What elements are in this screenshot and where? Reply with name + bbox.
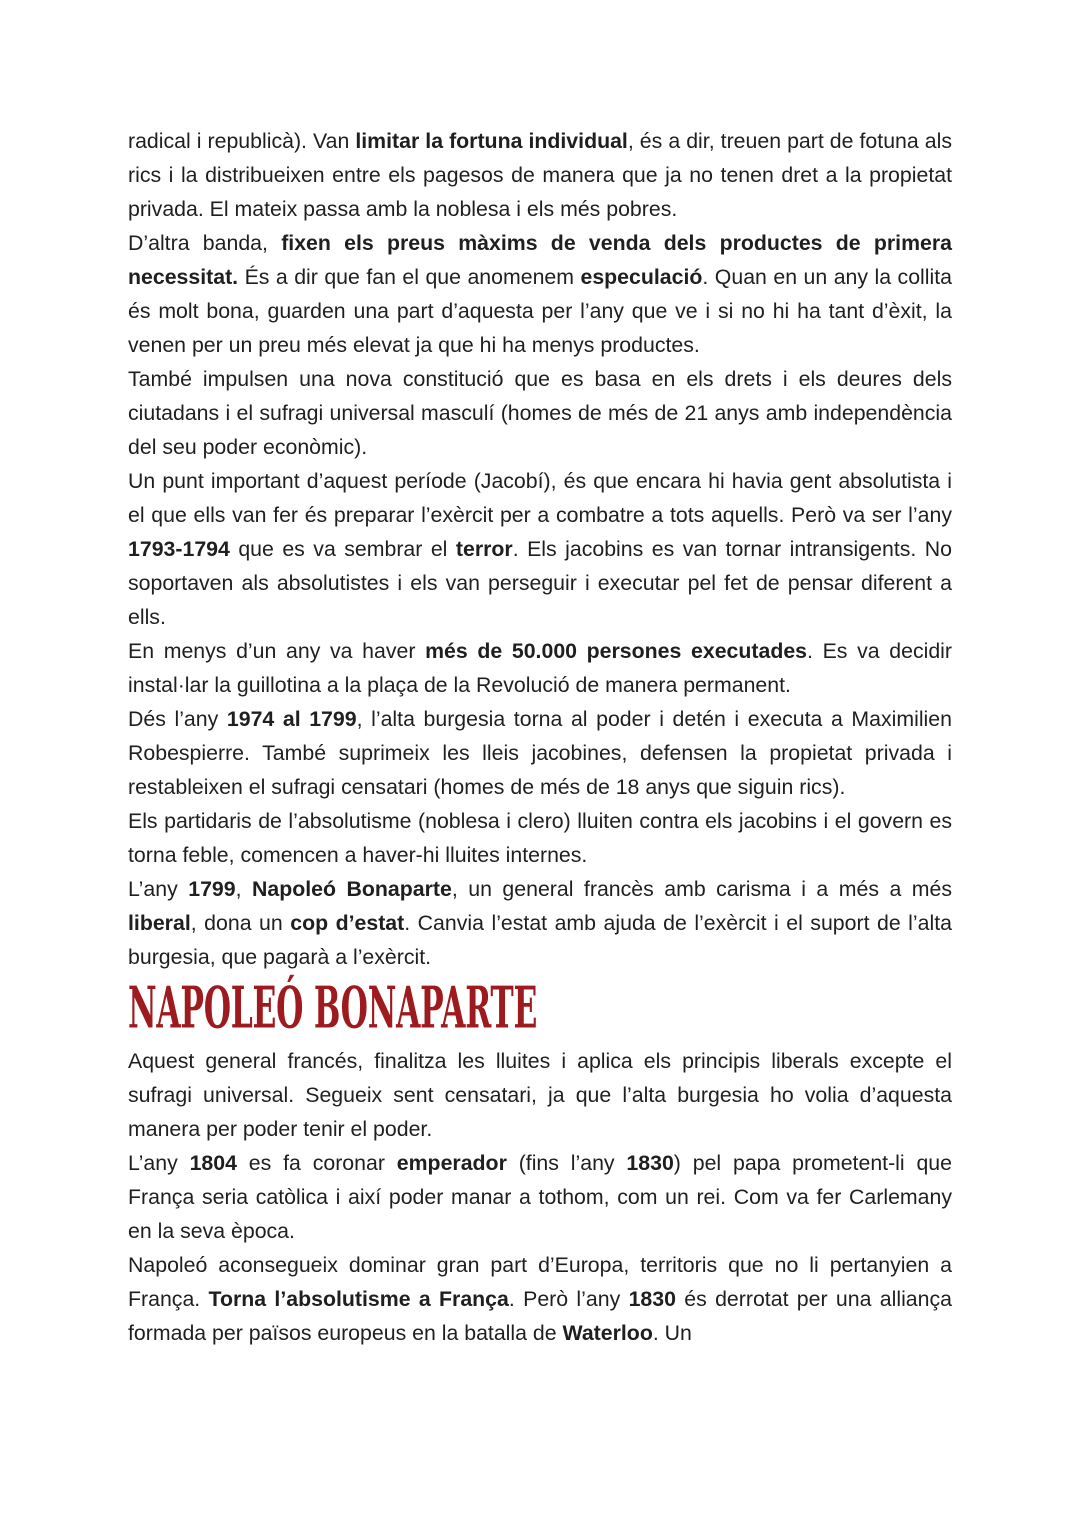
paragraph	[128, 804, 952, 872]
paragraph	[128, 1044, 952, 1146]
text-run-bold: Torna l’absolutisme a França	[208, 1287, 509, 1311]
text-run-bold: cop d’estat	[290, 911, 405, 935]
text-run: L’any	[128, 877, 189, 901]
paragraph	[128, 872, 952, 974]
text-run-bold: limitar la fortuna individual	[355, 129, 628, 153]
paragraph	[128, 1146, 952, 1248]
text-run-bold: 1804	[189, 1151, 237, 1175]
text-run-bold: més de 50.000 persones executades	[425, 639, 808, 663]
text-run-bold: 1799	[188, 877, 236, 901]
text-run-bold: 1830	[628, 1287, 676, 1311]
paragraph	[128, 702, 952, 804]
text-run-bold: 1830	[626, 1151, 674, 1175]
text-run: Napoleó aconsegueix dominar gran part d’Europa, territoris que no li pertanyien a França.	[128, 1253, 952, 1311]
text-run: Un punt important d’aquest període (Jacobí), és que encara hi havia gent absolutista i el que ells van fer és preparar l’exèrcit per a combatre a tots aquells. Però va ser l’any	[128, 469, 952, 527]
text-run: És a dir que fan el que anomenem	[238, 265, 581, 289]
text-run: es fa coronar	[236, 1151, 397, 1175]
text-run: que es va sembrar el	[229, 537, 456, 561]
text-run: ,	[235, 877, 253, 901]
text-run: Dés l’any	[128, 707, 227, 731]
paragraph	[128, 634, 952, 702]
text-run: . Els jacobins es van tornar intransigents. No soportaven als absolutistes i els van perseguir i executar pel fet de pensar diferent a ells.	[128, 537, 952, 629]
text-run: , l’alta burgesia torna al poder i detén i executa a Maximilien Robespierre. També suprimeix les lleis jacobines, defensen la propietat privada i restableixen el sufragi censatari (homes de més de 18 anys que siguin rics).	[128, 707, 952, 799]
text-run-bold: liberal	[128, 911, 191, 935]
text-run: , dona un	[190, 911, 291, 935]
paragraph	[128, 124, 952, 226]
text-run: En menys d’un any va haver	[128, 639, 426, 663]
paragraph	[128, 362, 952, 464]
text-run: Els partidaris de l’absolutisme (noblesa i clero) lluiten contra els jacobins i el govern es torna feble, comencen a haver-hi lluites internes.	[128, 809, 952, 867]
text-run-bold: terror	[455, 537, 513, 561]
text-run: (fins l’any	[506, 1151, 627, 1175]
text-run: L’any	[128, 1151, 190, 1175]
text-run-bold: emperador	[396, 1151, 507, 1175]
text-run-bold: 1974 al 1799	[226, 707, 357, 731]
paragraph	[128, 464, 952, 634]
text-run: També impulsen una nova constitució que es basa en els drets i els deures dels ciutadans i el sufragi universal masculí (homes de més de 21 anys amb independència del seu poder econòmic).	[128, 367, 952, 459]
text-run: D’altra banda,	[128, 231, 282, 255]
text-run: Aquest general francés, finalitza les lluites i aplica els principis liberals excepte el sufragi universal. Segueix sent censatari, ja que l’alta burgesia ho volia d’aquesta manera per poder tenir el poder.	[128, 1049, 952, 1141]
text-run: . Es va decidir instal·lar la guillotina a la plaça de la Revolució de manera permanent.	[128, 639, 952, 697]
text-run-bold: Napoleó Bonaparte	[252, 877, 452, 901]
section-heading-text: NAPOLEÓ BONAPARTE	[128, 974, 538, 1042]
text-run: radical i republicà). Van	[128, 129, 356, 153]
text-run: . Canvia l’estat amb ajuda de l’exèrcit i el suport de l’alta burgesia, que pagarà a l’exèrcit.	[128, 911, 952, 969]
text-run-bold: 1793-1794	[128, 537, 230, 561]
text-run: . Quan en un any la collita és molt bona, guarden una part d’aquesta per l’any que ve i si no hi ha tant d’èxit, la venen per un preu més elevat ja que hi ha menys productes.	[128, 265, 952, 357]
text-run-bold: fixen els preus màxims de venda dels productes de primera necessitat.	[128, 231, 952, 289]
text-run: és derrotat per una alliança formada per països europeus en la batalla de	[128, 1287, 952, 1345]
text-run-bold: Waterloo	[562, 1321, 653, 1345]
paragraph	[128, 226, 952, 362]
text-run-bold: especulació	[580, 265, 703, 289]
text-run: . Però l’any	[508, 1287, 629, 1311]
text-run: , és a dir, treuen part de fotuna als rics i la distribueixen entre els pagesos de manera que ja no tenen dret a la propietat privada. El mateix passa amb la noblesa i els més pobres.	[128, 129, 952, 221]
text-run: ) pel papa prometent-li que França seria catòlica i així poder manar a tothom, com un rei. Com va fer Carlemany en la seva època.	[128, 1151, 952, 1243]
paragraph	[128, 1248, 952, 1350]
section-heading	[128, 974, 952, 1042]
text-run: , un general francès amb carisma i a més a més	[451, 877, 953, 901]
text-run: . Un	[652, 1321, 692, 1345]
